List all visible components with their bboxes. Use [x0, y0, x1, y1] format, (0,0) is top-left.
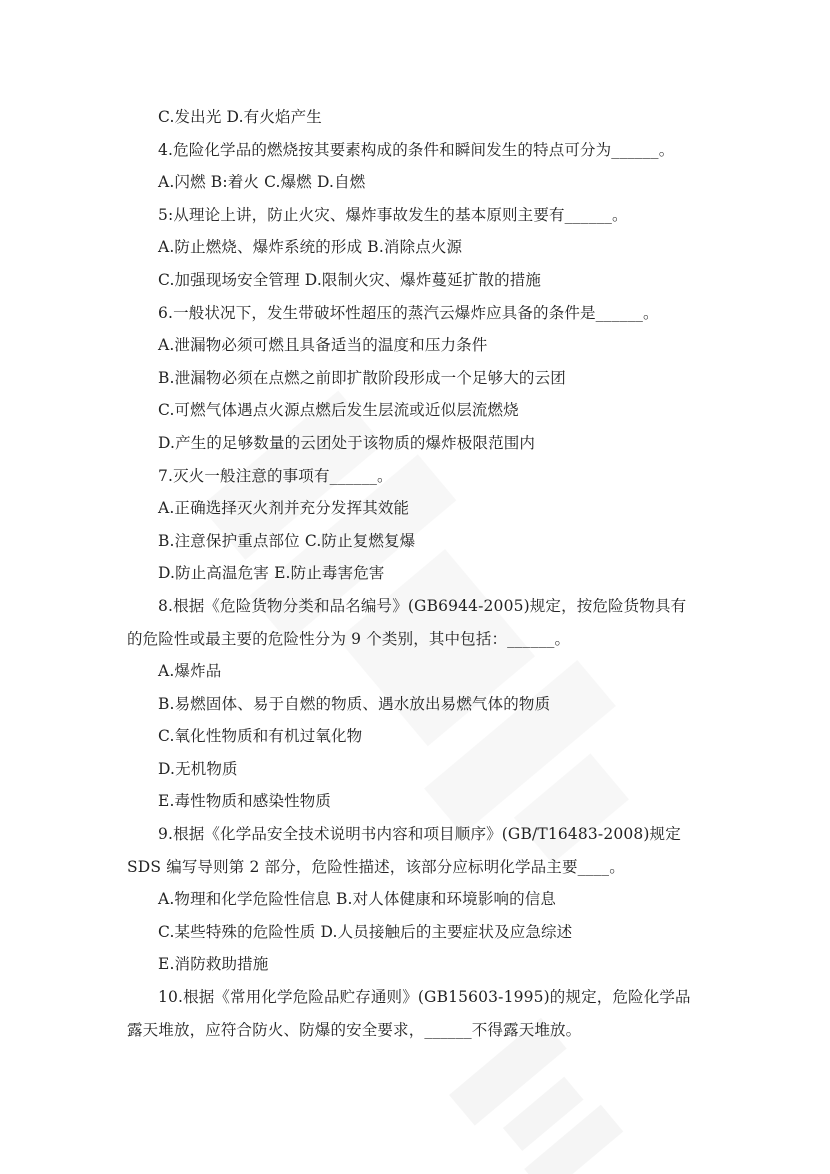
text-line: [127, 851, 717, 884]
text-line: [127, 362, 717, 395]
line-text: D.产生的足够数量的云团处于该物质的爆炸极限范围内: [158, 433, 536, 452]
text-line: [127, 981, 717, 1014]
text-line: [127, 948, 717, 981]
text-line: [127, 134, 717, 167]
line-text: C.氧化性物质和有机过氧化物: [158, 727, 363, 746]
text-line: [127, 460, 717, 493]
text-line: [127, 329, 717, 362]
text-line: [127, 883, 717, 916]
line-text: A.正确选择灭火剂并充分发挥其效能: [158, 499, 410, 518]
line-text: B.注意保护重点部位 C.防止复燃复爆: [158, 531, 416, 550]
line-text: 6.一般状况下，发生带破坏性超压的蒸汽云爆炸应具备的条件是______。: [158, 303, 659, 322]
text-line: [127, 655, 717, 688]
line-text: 8.根据《危险货物分类和品名编号》(GB6944-2005)规定，按危险货物具有: [158, 596, 687, 615]
document-body: [127, 101, 717, 1046]
line-text: A.泄漏物必须可燃且具备适当的温度和压力条件: [158, 336, 488, 355]
text-line: [127, 264, 717, 297]
line-text: 5:从理论上讲，防止火灾、爆炸事故发生的基本原则主要有______。: [158, 205, 628, 224]
line-text: A.物理和化学危险性信息 B.对人体健康和环境影响的信息: [158, 890, 557, 909]
text-line: [127, 199, 717, 232]
text-line: [127, 166, 717, 199]
line-text: E.消防救助措施: [158, 955, 269, 974]
line-text: A.防止燃烧、爆炸系统的形成 B.消除点火源: [158, 238, 463, 257]
text-line: [127, 394, 717, 427]
line-text: C.加强现场安全管理 D.限制火灾、爆炸蔓延扩散的措施: [158, 270, 542, 289]
text-line: [127, 297, 717, 330]
line-text: 7.灭火一般注意的事项有______。: [158, 466, 393, 485]
line-text: 9.根据《化学品安全技术说明书内容和项目顺序》(GB/T16483-2008)规定: [158, 825, 681, 844]
line-text: B.泄漏物必须在点燃之前即扩散阶段形成一个足够大的云团: [158, 368, 566, 387]
text-line: [127, 1014, 717, 1047]
line-text: C.某些特殊的危险性质 D.人员接触后的主要症状及应急综述: [158, 922, 573, 941]
text-line: [127, 818, 717, 851]
line-text: D.防止高温危害 E.防止毒害危害: [158, 564, 385, 583]
line-text: D.无机物质: [158, 759, 238, 778]
line-text: A.闪燃 B:着火 C.爆燃 D.自燃: [158, 173, 366, 192]
line-text: 4.危险化学品的燃烧按其要素构成的条件和瞬间发生的特点可分为______。: [158, 140, 675, 159]
text-line: [127, 101, 717, 134]
line-text: B.易燃固体、易于自燃的物质、遇水放出易燃气体的物质: [158, 694, 551, 713]
text-line: [127, 590, 717, 623]
line-text: SDS 编写导则第 2 部分，危险性描述，该部分应标明化学品主要____。: [127, 857, 625, 876]
line-text: 的危险性或最主要的危险性分为 9 个类别，其中包括：______。: [127, 629, 571, 648]
line-text: C.发出光 D.有火焰产生: [158, 108, 322, 126]
text-line: [127, 916, 717, 949]
text-line: [127, 525, 717, 558]
text-line: [127, 785, 717, 818]
text-line: [127, 688, 717, 721]
text-line: [127, 557, 717, 590]
text-line: [127, 231, 717, 264]
text-line: [127, 427, 717, 460]
line-text: A.爆炸品: [158, 662, 222, 681]
text-line: [127, 623, 717, 656]
text-line: [127, 720, 717, 753]
text-line: [127, 753, 717, 786]
line-text: E.毒性物质和感染性物质: [158, 792, 332, 811]
line-text: 10.根据《常用化学危险品贮存通则》(GB15603-1995)的规定，危险化学品: [158, 988, 691, 1007]
text-line: [127, 492, 717, 525]
line-text: C.可燃气体遇点火源点燃后发生层流或近似层流燃烧: [158, 401, 519, 420]
line-text: 露天堆放，应符合防火、防爆的安全要求，______不得露天堆放。: [127, 1020, 582, 1039]
